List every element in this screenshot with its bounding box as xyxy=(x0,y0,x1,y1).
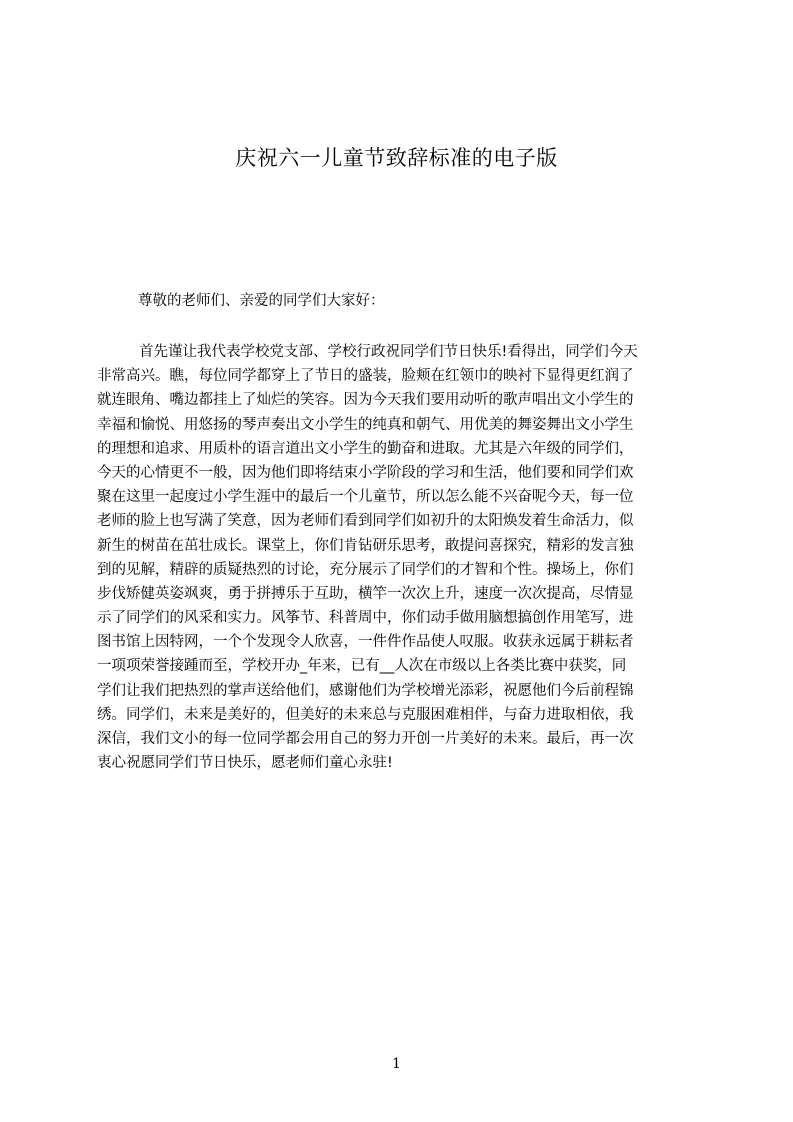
page-title: 庆祝六一儿童节致辞标准的电子版 xyxy=(235,146,558,170)
body-line-1: 首先谨让我代表学校党支部、学校行政祝同学们节日快乐!看得出，同学们今天 xyxy=(139,344,638,360)
body-line-6: 今天的心情更不一般，因为他们即将结束小学阶段的学习和生活，他们要和同学们欢 xyxy=(97,464,634,481)
body-line-3: 就连眼角、嘴边都挂上了灿烂的笑容。因为今天我们要用动听的歌声唱出文小学生的 xyxy=(97,392,634,409)
body-line-4: 幸福和愉悦、用悠扬的琴声奏出文小学生的纯真和朝气、用优美的舞姿舞出文小学生 xyxy=(97,416,634,433)
body-line-12: 示了同学们的风采和实力。风筝节、科普周中，你们动手做用脑想搞创作用笔写，进 xyxy=(97,610,634,627)
body-line-15: 学们让我们把热烈的掌声送给他们，感谢他们为学校增光添彩，祝愿他们今后前程锦 xyxy=(97,682,634,699)
body-line-10: 到的见解，精辟的质疑热烈的讨论，充分展示了同学们的才智和个性。操场上，你们 xyxy=(97,561,634,578)
body-line-9: 新生的树苗在茁壮成长。课堂上，你们肯钻研乐思考，敢提问喜探究，精彩的发言独 xyxy=(97,537,634,554)
body-line-5: 的理想和追求、用质朴的语言道出文小学生的勤奋和进取。尤其是六年级的同学们， xyxy=(97,440,634,457)
greeting-line: 尊敬的老师们、亲爱的同学们大家好： xyxy=(138,293,385,309)
body-line-8: 老师的脸上也写满了笑意，因为老师们看到同学们如初升的太阳焕发着生命活力，似 xyxy=(97,513,634,530)
body-line-13: 图书馆上因特网，一个个发现令人欣喜，一件件作品使人叹服。收获永远属于耕耘者 xyxy=(97,634,634,651)
body-line-17: 深信，我们文小的每一位同学都会用自己的努力开创一片美好的未来。最后，再一次 xyxy=(97,731,634,747)
body-line-16: 绣。同学们，未来是美好的，但美好的未来总与克服困难相伴，与奋力进取相依，我 xyxy=(97,706,634,723)
body-line-7: 聚在这里一起度过小学生涯中的最后一个儿童节，所以怎么能不兴奋呢今天，每一位 xyxy=(97,489,634,506)
body-line-11: 步伐矫健英姿飒爽，勇于拼搏乐于互助，横竿一次次上升，速度一次次提高，尽情显 xyxy=(97,585,634,602)
page-number: 1 xyxy=(392,1056,401,1072)
body-line-18: 衷心祝愿同学们节日快乐，愿老师们童心永驻! xyxy=(97,755,393,772)
body-line-2: 非常高兴。瞧，每位同学都穿上了节日的盛装，脸颊在红领巾的映衬下显得更红润了 xyxy=(97,368,634,385)
body-paragraph xyxy=(97,340,700,775)
body-line-14: 一项项荣誉接踵而至，学校开办_年来，已有__人次在市级以上各类比赛中获奖，同 xyxy=(97,658,627,675)
